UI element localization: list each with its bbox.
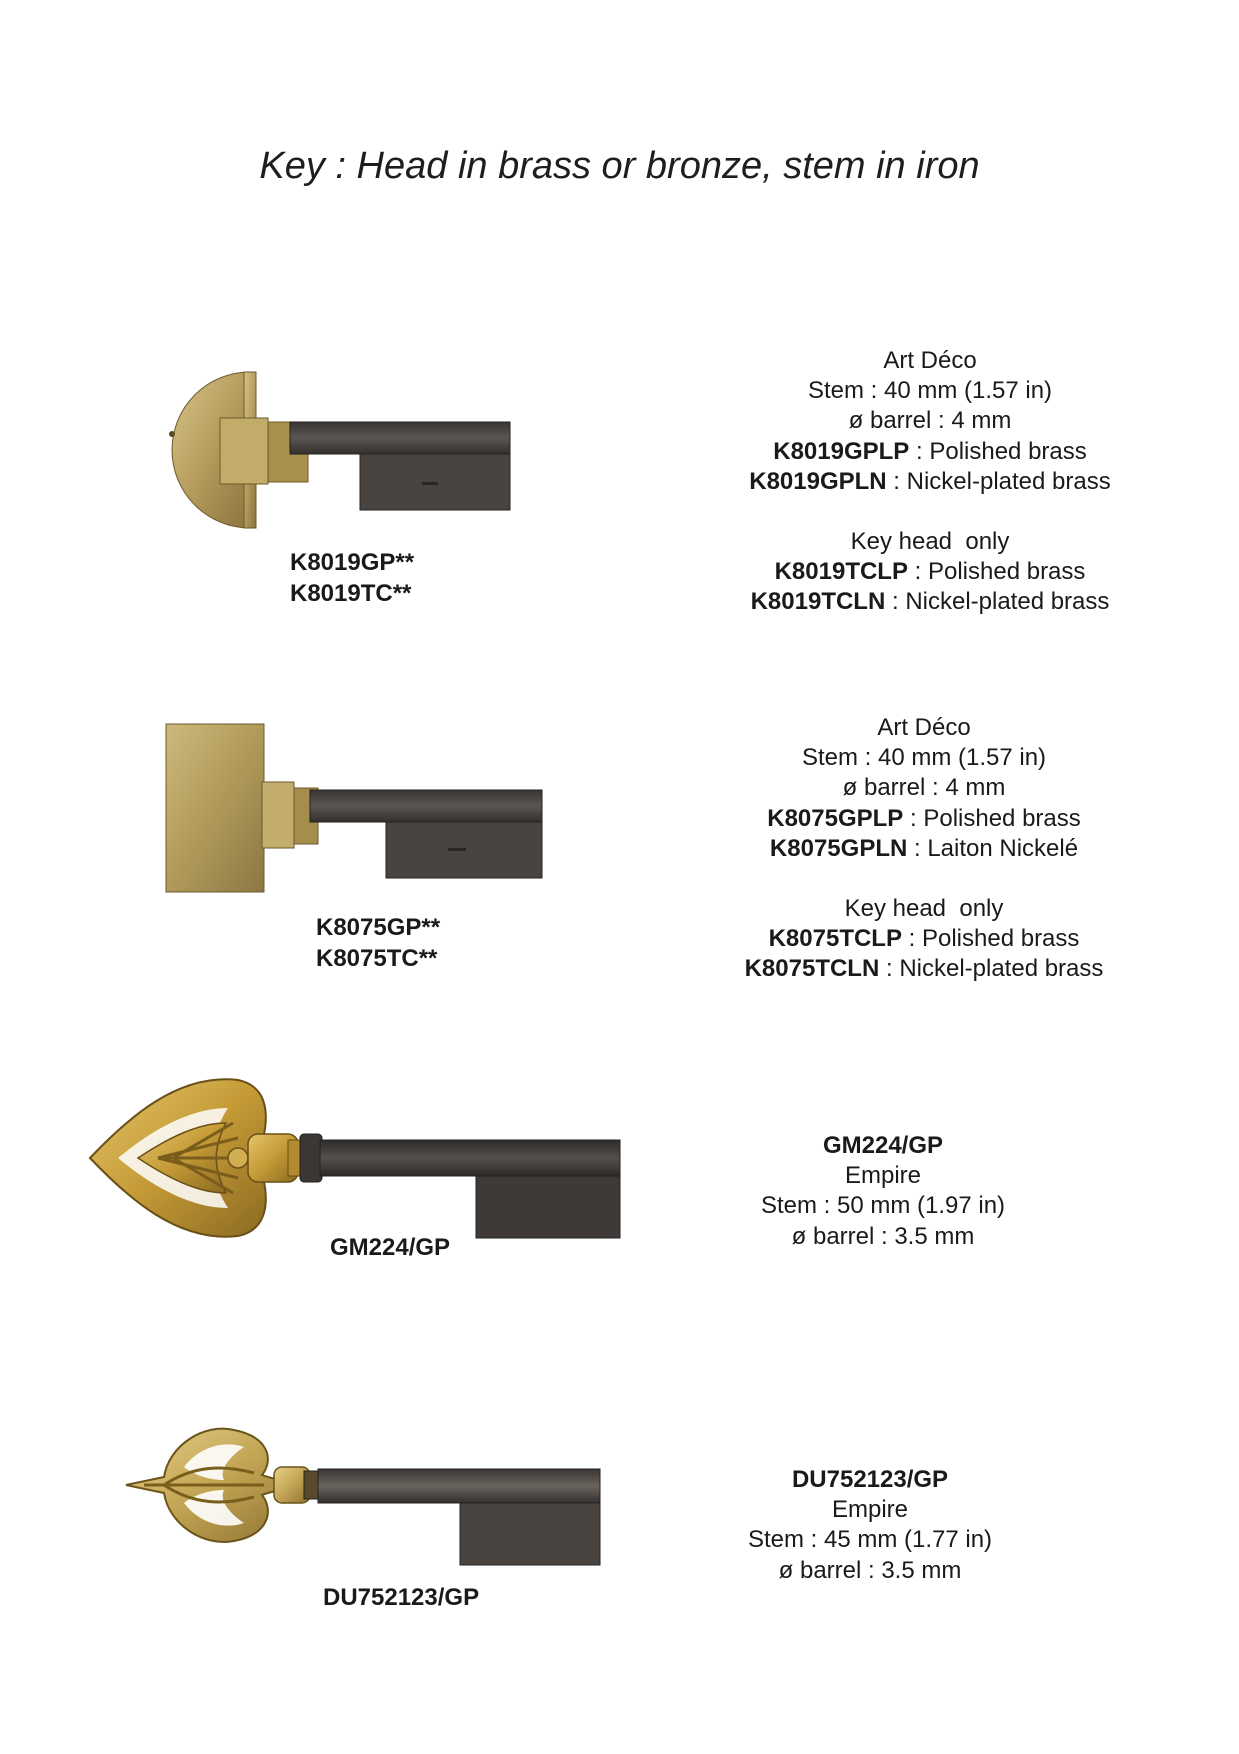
product-code: K8075TC** [316, 945, 438, 972]
variant-line [700, 587, 1160, 617]
variant-finish: : Laiton Nickelé [907, 834, 1079, 862]
stem-text: Stem : 45 mm (1.77 in) [747, 1526, 993, 1554]
barrel-text: ø barrel : 4 mm [842, 774, 1006, 802]
barrel-text: ø barrel : 4 mm [848, 407, 1012, 435]
product-description-du752123 [640, 1465, 1100, 1586]
product-code-label-k8075 [316, 912, 440, 974]
key-image-k8019 [150, 370, 530, 540]
style-text: Art Déco [883, 347, 977, 374]
style-text: Empire [831, 1496, 909, 1524]
product-code-label-du752123 [323, 1582, 479, 1613]
product-sku: GM224/GP [822, 1132, 944, 1159]
variant-code: K8075TCLP [768, 925, 902, 953]
variant-line [700, 557, 1160, 587]
barrel-text: ø barrel : 3.5 mm [778, 1556, 962, 1584]
variant-code: K8075GPLN [769, 834, 908, 862]
key-head-rectangular [166, 724, 264, 892]
variant-finish: : Nickel-plated brass [879, 955, 1104, 983]
barrel-text: ø barrel : 3.5 mm [791, 1222, 975, 1250]
variant-code: K8075TCLN [744, 955, 880, 983]
product-code: K8019GP** [290, 549, 415, 576]
product-code-label-k8019 [290, 547, 414, 609]
style-text: Empire [844, 1162, 922, 1190]
product-description-k8075 [694, 713, 1154, 985]
variant-finish: : Polished brass [907, 558, 1086, 586]
head-only-label: Key head only [844, 895, 1004, 923]
head-only-label: Key head only [850, 528, 1010, 556]
product-sku: DU752123/GP [791, 1466, 949, 1493]
variant-finish: : Nickel-plated brass [886, 467, 1111, 495]
product-code-label-gm224 [330, 1232, 450, 1263]
stem-text: Stem : 50 mm (1.97 in) [760, 1192, 1006, 1220]
product-code: GM224/GP [330, 1234, 451, 1261]
variant-line [694, 954, 1154, 984]
product-description-k8019 [700, 346, 1160, 618]
key-image-gm224 [88, 1078, 628, 1248]
variant-line [694, 834, 1154, 864]
variant-finish: : Polished brass [909, 437, 1087, 465]
variant-code: K8019GPLN [749, 467, 887, 495]
page-title: Key : Head in brass or bronze, stem in iron [259, 145, 980, 187]
product-description-gm224 [653, 1131, 1113, 1252]
variant-line [694, 924, 1154, 954]
stem-text: Stem : 40 mm (1.57 in) [801, 744, 1047, 772]
variant-line [694, 804, 1154, 834]
variant-code: K8075GPLP [767, 804, 904, 832]
variant-code: K8019TCLP [774, 558, 908, 586]
variant-finish: : Nickel-plated brass [885, 588, 1110, 616]
stem-text: Stem : 40 mm (1.57 in) [807, 377, 1053, 405]
key-image-k8075 [160, 718, 560, 898]
product-code: DU752123/GP [323, 1584, 480, 1611]
variant-line [700, 467, 1160, 497]
variant-finish: : Polished brass [901, 925, 1080, 953]
variant-finish: : Polished brass [903, 804, 1081, 832]
key-image-du752123 [124, 1425, 604, 1585]
variant-code: K8019GPLP [773, 437, 910, 465]
product-code: K8075GP** [316, 914, 441, 941]
product-code: K8019TC** [290, 580, 412, 607]
variant-code: K8019TCLN [750, 588, 886, 616]
variant-line [700, 437, 1160, 467]
style-text: Art Déco [877, 714, 971, 741]
